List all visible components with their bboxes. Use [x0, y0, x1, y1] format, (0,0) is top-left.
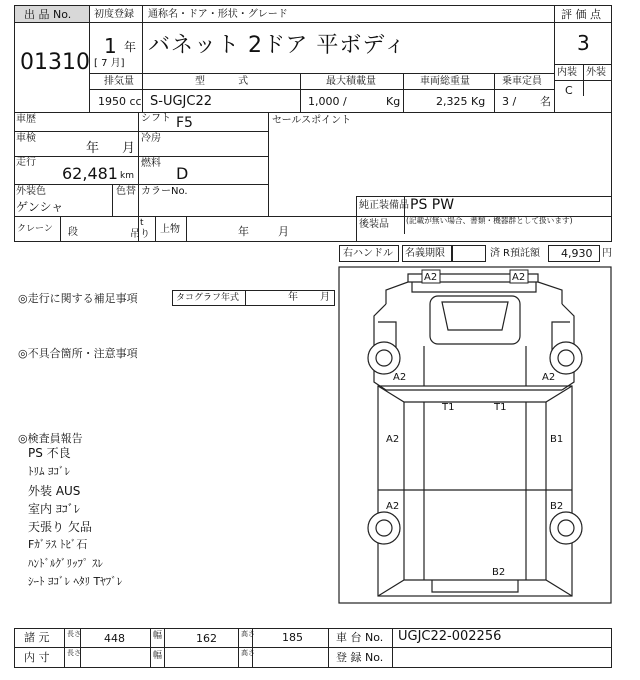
length-label: 長さ: [67, 630, 81, 638]
interior-grade-label: 内装: [557, 67, 577, 78]
capacity: 3 /: [502, 95, 517, 108]
dims-label: 諸 元: [24, 631, 50, 644]
tacho-month: 月: [320, 292, 330, 303]
mileage-label: 走行: [16, 157, 36, 168]
recycle-label: R預託額: [503, 248, 540, 259]
inspector-title: ◎検査員報告: [18, 432, 83, 445]
capacity-unit: 名: [540, 95, 551, 108]
damage-mark: A2: [424, 272, 438, 283]
body-up-year: 年: [238, 225, 249, 238]
inspector-item: ｼｰﾄ ﾖｺﾞﾚ ﾍﾀﾘ Tﾔﾌﾞﾚ: [28, 575, 123, 588]
supplement-title: ◎走行に関する補足事項: [18, 292, 138, 305]
inspector-item: 外装 AUS: [28, 484, 81, 498]
first-reg-year-unit: 年: [124, 40, 137, 54]
shift: F5: [176, 115, 193, 131]
capacity-label: 乗車定員: [502, 76, 542, 87]
crane-label: クレーン: [17, 224, 53, 234]
damage-mark: B2: [550, 501, 564, 512]
damage-mark: A2: [386, 501, 400, 512]
displacement-label: 排気量: [104, 76, 134, 87]
damage-mark: B2: [492, 567, 506, 578]
mileage: 62,481: [62, 164, 118, 183]
color-change-label: 色替: [116, 186, 136, 197]
name-change-label: 名義期限: [405, 248, 445, 259]
first-reg-year: 1: [104, 34, 117, 58]
inspector-item: Fｶﾞﾗｽ ﾄﾋﾞ石: [28, 538, 88, 551]
name-change-value: [452, 245, 486, 262]
crane-lift: 吊り: [130, 229, 150, 240]
interior-dims-label: 内 寸: [24, 651, 50, 664]
damage-mark: A2: [512, 272, 526, 283]
inspector-item: 天張り 欠品: [28, 520, 92, 534]
interior-grade: C: [565, 84, 573, 97]
history-label: 車歴: [16, 114, 36, 125]
damage-mark: T1: [494, 402, 507, 413]
height-label: 高さ: [241, 630, 255, 638]
lot-no-label: 出 品 No.: [24, 8, 72, 21]
defects-title: ◎不具合箇所・注意事項: [18, 347, 138, 360]
damage-mark: A2: [542, 372, 556, 383]
sales-point-label: セールスポイント: [272, 115, 352, 126]
inspection-label: 車検: [16, 133, 36, 144]
aftermarket-label: 後装品: [359, 219, 389, 230]
width-label: 幅: [153, 631, 163, 641]
width-label-2: 幅: [153, 651, 163, 661]
score-label: 評 価 点: [561, 8, 601, 21]
recycle-unit: 円: [602, 248, 612, 259]
fuel: D: [176, 164, 189, 183]
body-up-month: 月: [278, 225, 289, 238]
vehicle-diagram: [338, 262, 612, 604]
right-hand-label: 右ハンドル: [343, 248, 393, 259]
gross-weight-label: 車両総重量: [420, 76, 470, 87]
inspector-item: 室内 ﾖｺﾞﾚ: [28, 502, 80, 516]
car-name-label: 通称名・ドア・形状・グレード: [148, 9, 288, 20]
damage-mark: B1: [550, 434, 564, 445]
reg-no-label: 登 録 No.: [336, 651, 384, 664]
crane-stage: 段: [68, 227, 78, 238]
chassis-no: UGJC22-002256: [398, 629, 502, 644]
inspector-item: ﾊﾝﾄﾞﾙｸﾞﾘｯﾌﾟ ｽﾚ: [28, 557, 103, 570]
equipment: PS PW: [410, 197, 455, 213]
tacho-year: 年: [288, 292, 298, 303]
model: S-UGJC22: [150, 94, 212, 109]
ext-color-label: 外装色: [16, 186, 46, 197]
damage-mark: T1: [442, 402, 455, 413]
color-code-label: カラーNo.: [141, 186, 188, 197]
damage-mark: A2: [393, 372, 407, 383]
width: 162: [196, 632, 217, 645]
first-reg-month: [ 7 月]: [94, 58, 125, 69]
max-load-label: 最大積載量: [326, 76, 376, 87]
exterior-grade-label: 外装: [586, 67, 606, 78]
aftermarket-note: (記載が無い場合、書類・機器群として扱います): [406, 217, 573, 226]
body-up-label: 上物: [160, 224, 180, 235]
inspector-item: PS 不良: [28, 446, 71, 460]
lot-no: 01310: [20, 50, 90, 75]
model-label: 型 式: [195, 76, 249, 87]
mileage-unit: km: [120, 171, 134, 181]
height: 185: [282, 631, 303, 644]
inspection-year: 年: [86, 141, 100, 156]
ac-label: 冷房: [141, 133, 161, 144]
max-load: 1,000 /: [308, 95, 347, 108]
inspector-item: ﾄﾘﾑ ﾖｺﾞﾚ: [28, 465, 70, 478]
damage-mark: A2: [386, 434, 400, 445]
max-load-unit: Kg: [386, 95, 401, 108]
shift-label: シフト: [141, 113, 171, 124]
recycle-prefix: 済: [490, 248, 500, 259]
gross-weight: 2,325 Kg: [436, 95, 486, 108]
length-label-2: 長さ: [67, 649, 81, 657]
displacement: 1950 cc: [98, 95, 142, 108]
car-name: バネット 2ドア 平ボディ: [148, 33, 407, 58]
inspection-month: 月: [122, 141, 136, 156]
score: 3: [577, 31, 590, 55]
crane-ton: t: [140, 218, 144, 228]
tacho-label: タコグラフ年式: [176, 293, 240, 303]
fuel-label: 燃料: [141, 158, 161, 169]
height-label-2: 高さ: [241, 649, 255, 657]
recycle-amount: 4,930: [561, 247, 593, 260]
ext-color: ゲンシャ: [16, 200, 64, 214]
chassis-label: 車 台 No.: [336, 631, 384, 644]
first-reg-label: 初度登録: [94, 9, 134, 20]
length: 448: [104, 632, 125, 645]
equipment-label: 純正装備品: [359, 200, 409, 211]
